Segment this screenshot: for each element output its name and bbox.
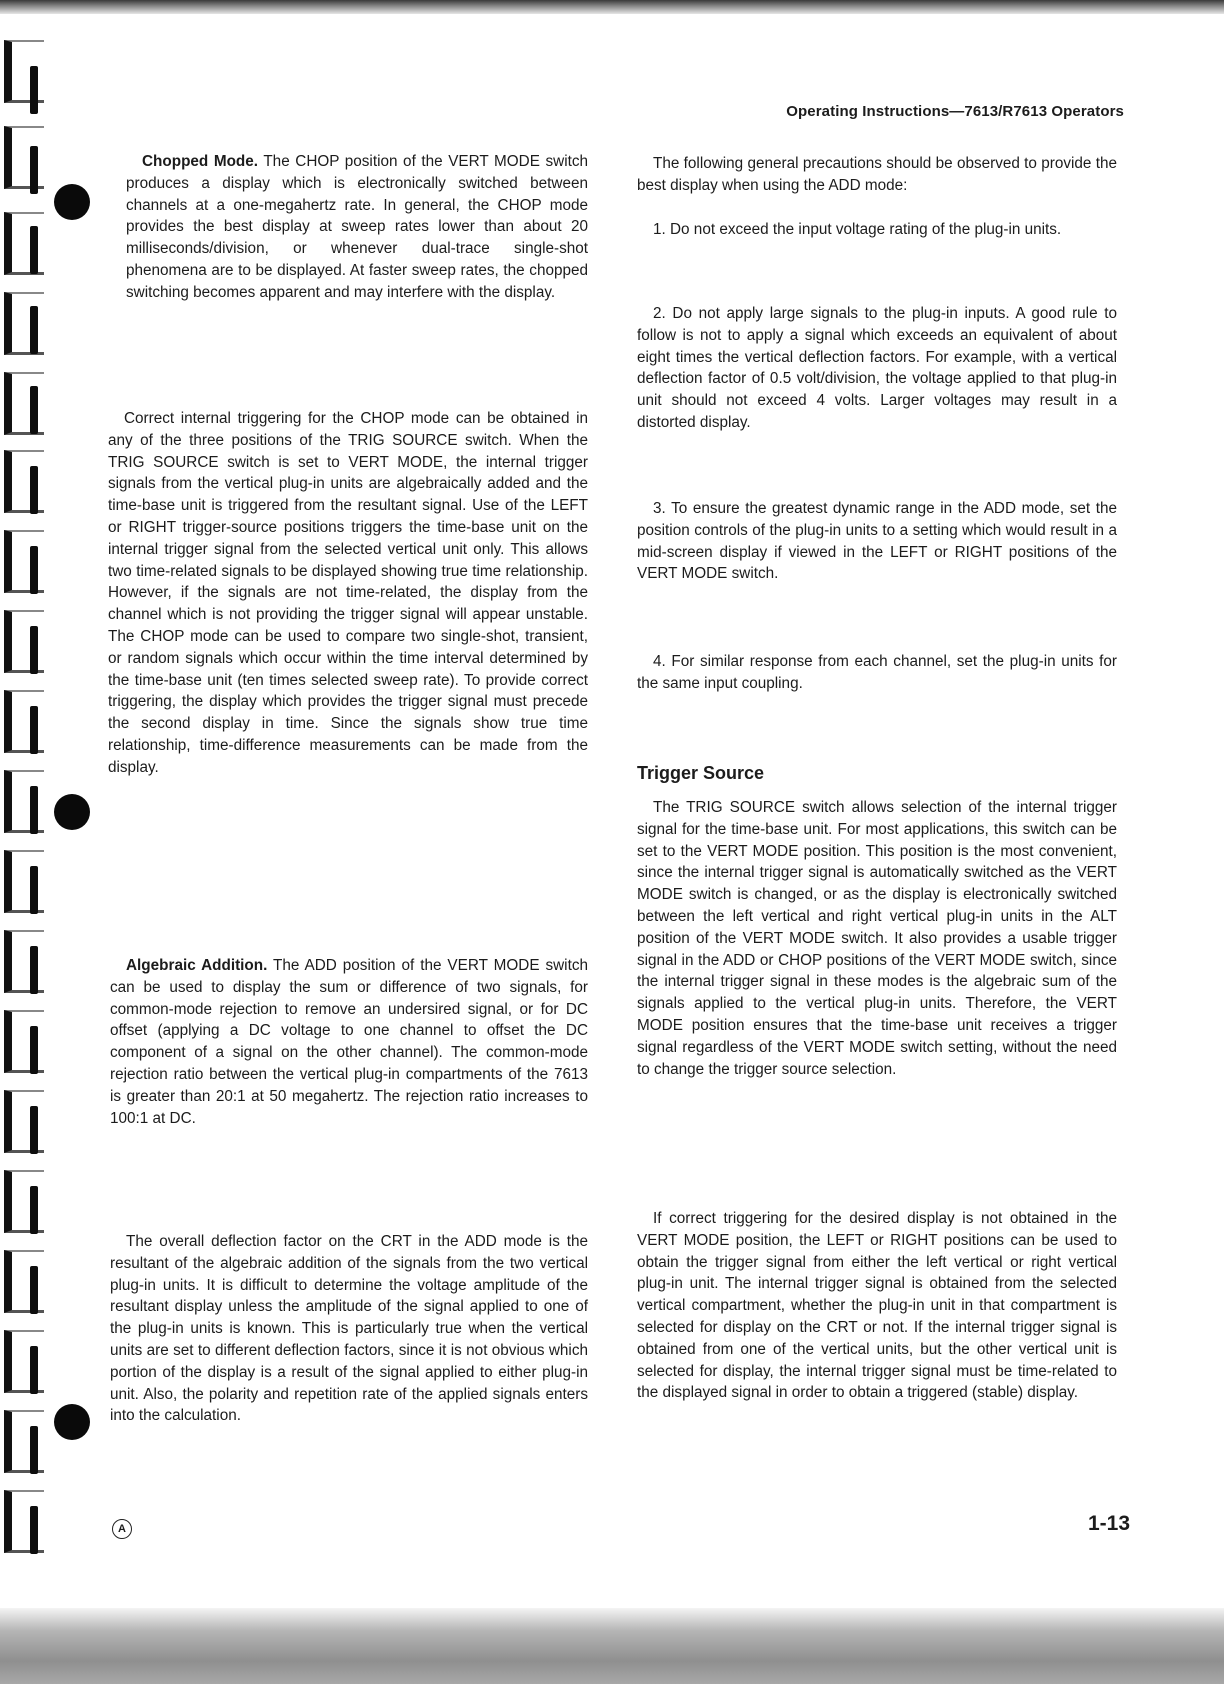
binding-ring-bar bbox=[30, 866, 38, 914]
trigger-source-heading: Trigger Source bbox=[637, 763, 765, 783]
binding-ring-bar bbox=[30, 1266, 38, 1314]
punch-hole bbox=[54, 794, 90, 830]
binding-ring-bar bbox=[30, 1186, 38, 1234]
binding-ring-bar bbox=[30, 1506, 38, 1554]
precaution-item-3: 3. To ensure the greatest dynamic range in the ADD mode, set the position controls of the plug-in units to a setting which would result in a mid-screen display if viewed in the LEFT or RIGHT positions of the VERT MODE switch. bbox=[637, 500, 1117, 583]
binding-ring-bar bbox=[30, 466, 38, 514]
binding-ring-bar bbox=[30, 1026, 38, 1074]
binding-ring bbox=[4, 1010, 44, 1073]
binding-ring-bar bbox=[30, 306, 38, 354]
chop-trigger-paragraph: Correct internal triggering for the CHOP mode can be obtained in any of the three positions of the TRIG SOURCE switch. When the TRIG SOURCE switch is set to VERT MODE, the internal trigger signals from the vertical plug-in units are algebraically added and the time-base unit is triggered from the resultant signal. Use of the LEFT or RIGHT trigger-source positions triggers the time-base unit on the internal trigger signal from the selected vertical unit only. This allows two time-related signals to be displayed showing true time relationship. However, if the signals are not time-related, the display from the channel which is not providing the trigger signal will appear unstable. The CHOP mode can be used to compare two single-shot, transient, or random signals which occur within the time interval determined by the time-base unit (ten times selected sweep rate). To provide correct triggering, the display which provides the trigger signal must precede the second display in time. Since the signals show true time relationship, time-difference measurements can be made from the display. bbox=[108, 410, 588, 776]
punch-hole bbox=[54, 1404, 90, 1440]
running-head: Operating Instructions—7613/R7613 Operators bbox=[786, 103, 1124, 120]
binding-ring bbox=[4, 212, 44, 275]
page-top-shadow bbox=[0, 0, 1224, 14]
binding-ring bbox=[4, 930, 44, 993]
binding-ring bbox=[4, 1490, 44, 1553]
binding-ring-bar bbox=[30, 66, 38, 114]
punch-hole bbox=[54, 184, 90, 220]
binding-ring bbox=[4, 850, 44, 913]
chopped-mode-title: Chopped Mode. bbox=[142, 153, 259, 170]
binding-ring-bar bbox=[30, 146, 38, 194]
binding-ring bbox=[4, 40, 44, 103]
precautions-intro: The following general precautions should be observed to provide the best display when using the ADD mode: bbox=[637, 155, 1117, 194]
algebraic-addition-body: The ADD position of the VERT MODE switch can be used to display the sum or difference of two signals, for common-mode rejection to remove an undersired signal, or for DC offset (applying a DC voltage to one channel to offset the DC component of a signal on the other channel). The common-mode rejection ratio between the vertical plug-in compartments of the 7613 is greater than 20:1 at 50 megahertz. The rejection ratio increases to 100:1 at DC. bbox=[110, 957, 588, 1127]
binding-ring-bar bbox=[30, 1426, 38, 1474]
page-bottom-shadow bbox=[0, 1608, 1224, 1684]
page-number: 1-13 bbox=[1087, 1512, 1130, 1535]
binding-ring bbox=[4, 1090, 44, 1153]
binding-ring bbox=[4, 292, 44, 355]
trigger-source-paragraph-2: If correct triggering for the desired display is not obtained in the VERT MODE position, the LEFT or RIGHT positions can be used to obtain the trigger signal from either the left vertical or right vertical plug-in unit. The internal trigger signal is obtained from the selected vertical compartment, whether the plug-in unit in that compartment is selected for display on the CRT or not. If the internal trigger signal is obtained from one of the vertical units, but the other vertical unit is selected for display, the internal trigger signal must be time-related to the displayed signal in order to obtain a triggered (stable) display. bbox=[637, 1210, 1117, 1402]
binding-ring-bar bbox=[30, 386, 38, 434]
chopped-mode-body: The CHOP position of the VERT MODE switch produces a display which is electronically switched between channels at a one-megahertz rate. In general, the CHOP mode provides the best display at sweep rates lower than about 20 milliseconds/division, or whenever dual-trace single-shot phenomena are to be displayed. At faster sweep rates, the chopped switching becomes apparent and may interfere with the display. bbox=[126, 153, 588, 301]
precaution-item-4: 4. For similar response from each channel, set the plug-in units for the same input coupling. bbox=[637, 653, 1117, 692]
binding-ring bbox=[4, 530, 44, 593]
binding-ring-bar bbox=[30, 786, 38, 834]
chopped-mode-paragraph bbox=[126, 151, 588, 304]
binding-ring-bar bbox=[30, 1106, 38, 1154]
binding-ring-bar bbox=[30, 546, 38, 594]
binding-ring bbox=[4, 1250, 44, 1313]
binding-ring bbox=[4, 1170, 44, 1233]
algebraic-addition-title: Algebraic Addition. bbox=[126, 957, 268, 974]
binding-ring bbox=[4, 372, 44, 435]
algebraic-addition-paragraph bbox=[110, 955, 588, 1129]
binding-ring-bar bbox=[30, 706, 38, 754]
spiral-binding bbox=[0, 30, 60, 1610]
binding-ring-bar bbox=[30, 1346, 38, 1394]
binding-ring bbox=[4, 126, 44, 189]
binding-ring bbox=[4, 1410, 44, 1473]
binding-ring bbox=[4, 690, 44, 753]
binding-ring bbox=[4, 450, 44, 513]
binding-ring-bar bbox=[30, 946, 38, 994]
trigger-source-paragraph-1: The TRIG SOURCE switch allows selection of the internal trigger signal for the time-base unit. For most applications, this switch can be set to the VERT MODE position. This position is the most convenient, since the internal trigger signal is automatically switched as the VERT MODE switch is changed, or as the display is electronically switched between the left vertical and right vertical plug-in units in the ALT position of the VERT MODE switch. It also provides a usable trigger signal in the ADD or CHOP positions of the VERT MODE switch, since the internal trigger signal in these modes is the algebraic sum of the signals applied to the vertical plug-in units. Therefore, the VERT MODE position ensures that the time-base unit receives a trigger signal regardless of the VERT MODE switch setting, without the need to change the trigger source selection. bbox=[637, 799, 1117, 1078]
precaution-item-1: 1. Do not exceed the input voltage rating of the plug-in units. bbox=[653, 221, 1062, 238]
deflection-factor-paragraph: The overall deflection factor on the CRT in the ADD mode is the resultant of the algebraic addition of the signals from the two vertical plug-in units. It is difficult to determine the voltage amplitude of the resultant display unless the amplitude of the signal applied to one of the plug-in units is known. This is particularly true when the vertical units are set to different deflection factors, since it is not obvious which portion of the display is a result of the signal applied to either plug-in unit. Also, the polarity and repetition rate of the applied signals enters into the calculation. bbox=[110, 1233, 588, 1425]
binding-ring bbox=[4, 1330, 44, 1393]
binding-ring-bar bbox=[30, 226, 38, 274]
binding-ring bbox=[4, 770, 44, 833]
precaution-item-2: 2. Do not apply large signals to the plug-in inputs. A good rule to follow is not to apply a signal which exceeds an equivalent of about eight times the vertical deflection factors. For example, with a vertical deflection factor of 0.5 volt/division, the voltage applied to that plug-in unit should not exceed 4 volts. Larger voltages may result in a distorted display. bbox=[637, 305, 1117, 431]
circled-a-mark: A bbox=[112, 1519, 132, 1539]
binding-ring bbox=[4, 610, 44, 673]
binding-ring-bar bbox=[30, 626, 38, 674]
